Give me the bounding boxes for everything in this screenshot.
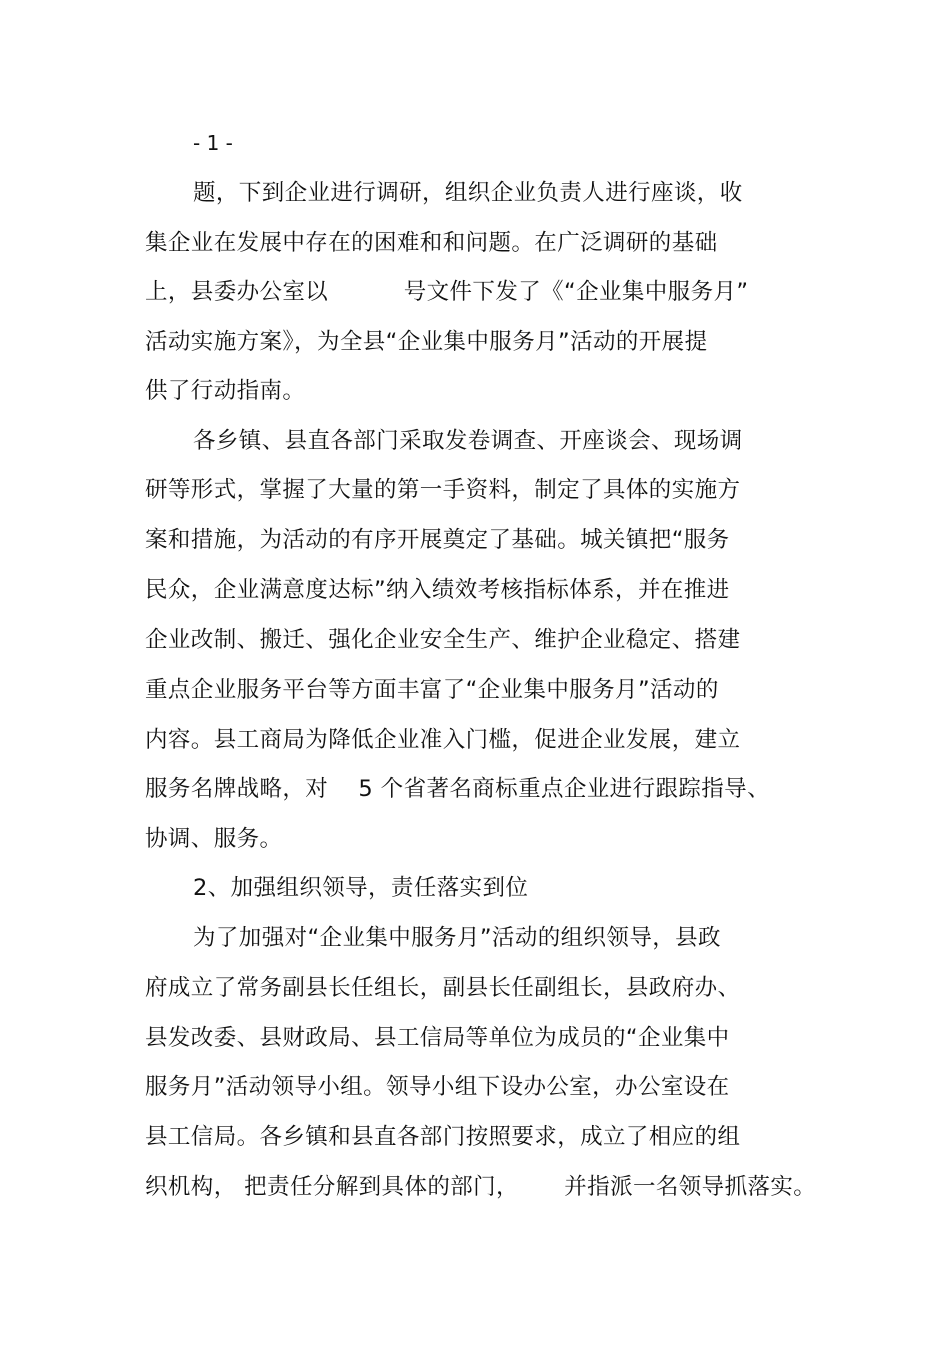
text-line: 各乡镇、县直各部门采取发卷调查、开座谈会、现场调: [193, 428, 743, 454]
text-line: 协调、服务。: [145, 826, 283, 852]
text-line: 县发改委、县财政局、县工信局等单位为成员的“企业集中: [145, 1025, 730, 1051]
page-number: - 1 -: [193, 131, 233, 155]
text-line: 案和措施，为活动的有序开展奠定了基础。城关镇把“服务: [145, 527, 730, 553]
text-line: 供了行动指南。: [145, 378, 306, 404]
text-line: 上，县委办公室以 号文件下发了《“企业集中服务月”: [145, 279, 749, 305]
text-line: 活动实施方案》，为全县“企业集中服务月”活动的开展提: [145, 329, 708, 355]
text-line: 县工信局。各乡镇和县直各部门按照要求，成立了相应的组: [145, 1124, 741, 1150]
text-line: 服务名牌战略，对 5 个省著名商标重点企业进行跟踪指导、: [145, 776, 770, 802]
text-line: 织机构， 把责任分解到具体的部门， 并指派一名领导抓落实。: [145, 1174, 817, 1200]
text-line: 企业改制、搬迁、强化企业安全生产、维护企业稳定、搭建: [145, 627, 741, 653]
text-line: 题，下到企业进行调研，组织企业负责人进行座谈，收: [193, 180, 743, 206]
text-line: 重点企业服务平台等方面丰富了“企业集中服务月”活动的: [145, 677, 719, 703]
text-line: 民众，企业满意度达标”纳入绩效考核指标体系，并在推进: [145, 577, 730, 603]
text-line: 为了加强对“企业集中服务月”活动的组织领导，县政: [193, 925, 721, 951]
text-line: 研等形式，掌握了大量的第一手资料，制定了具体的实施方: [145, 477, 741, 503]
section-heading: 2、加强组织领导，责任落实到位: [193, 875, 529, 901]
text-line: 服务月”活动领导小组。领导小组下设办公室，办公室设在: [145, 1074, 730, 1100]
text-line: 集企业在发展中存在的困难和和问题。在广泛调研的基础: [145, 230, 718, 256]
text-line: 府成立了常务副县长任组长，副县长任副组长，县政府办、: [145, 975, 741, 1001]
text-line: 内容。县工商局为降低企业准入门槛，促进企业发展，建立: [145, 727, 741, 753]
